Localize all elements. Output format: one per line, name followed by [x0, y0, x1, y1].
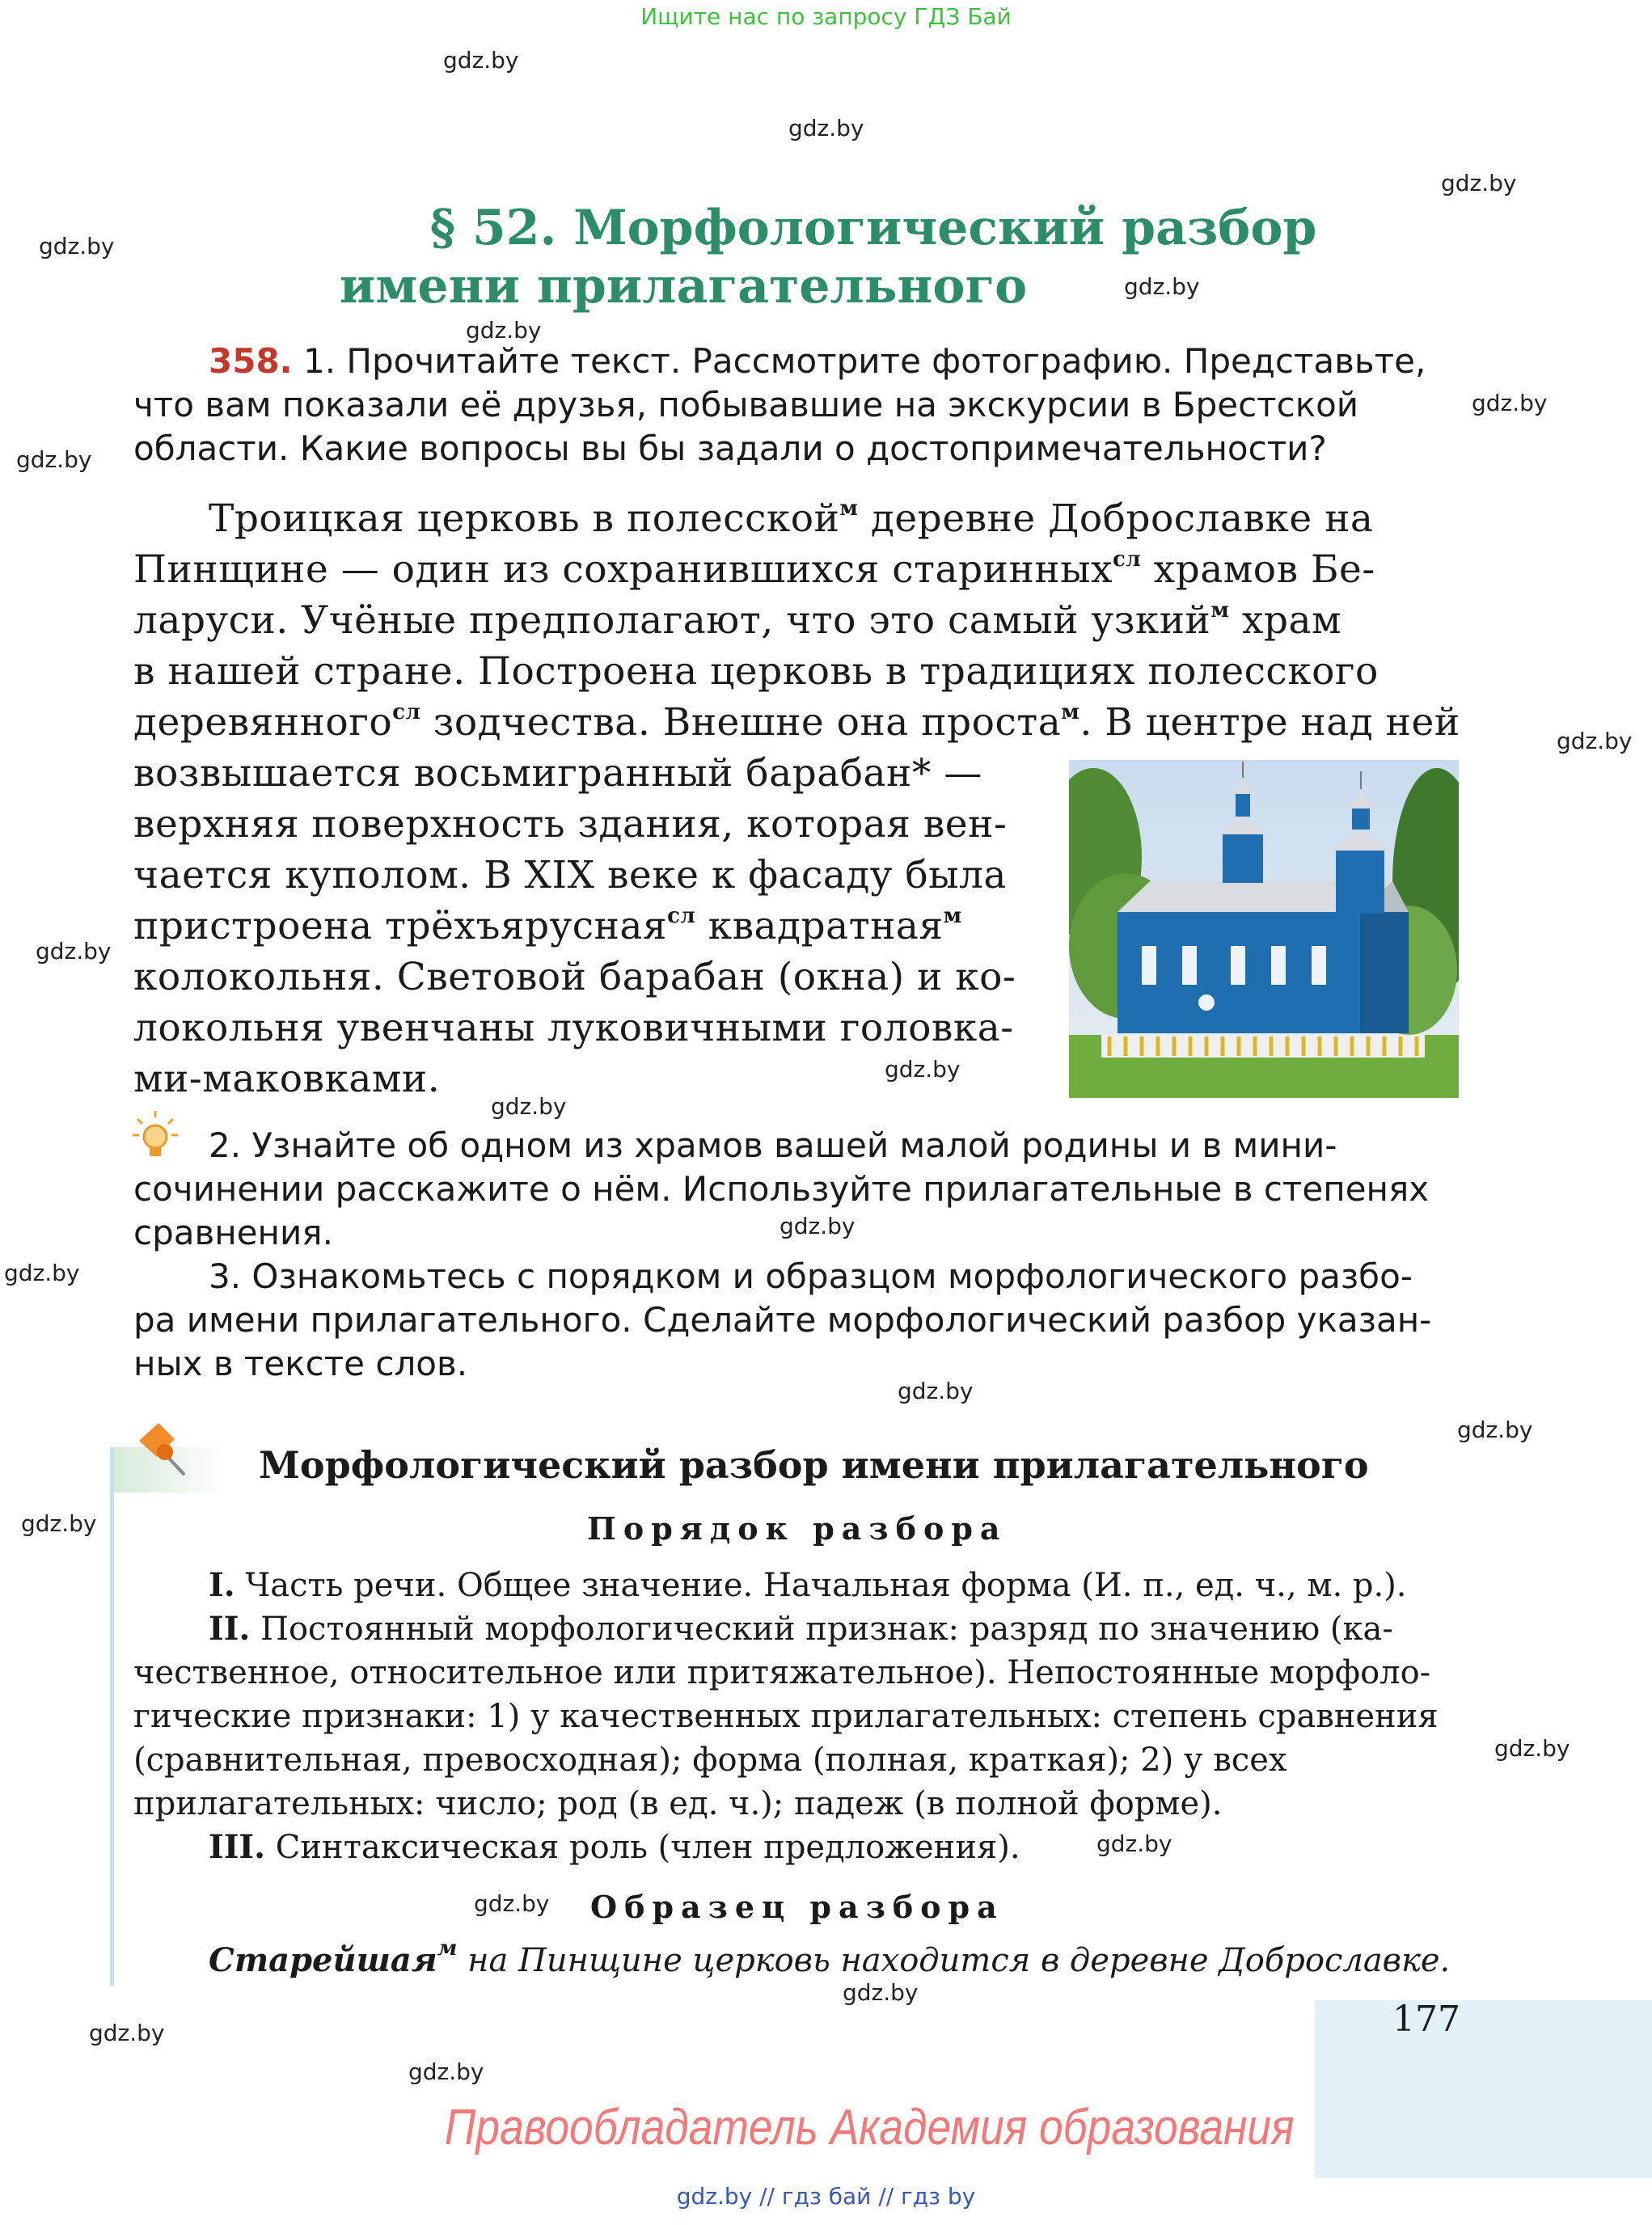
rule-heading: Морфологический разбор имени прилагательного — [259, 1443, 1369, 1487]
rule-side-bar — [110, 1447, 114, 1986]
watermark: gdz.by — [898, 1378, 974, 1404]
task-3-line: ра имени прилагательного. Сделайте морфологический разбор указан- — [133, 1300, 1432, 1340]
watermark: gdz.by — [21, 1510, 97, 1537]
rule-text-line: (сравнительная, превосходная); форма (полная, краткая); 2) у всех — [133, 1742, 1287, 1779]
task-2-line: сочинении расскажите о нём. Используйте прилагательные в степенях — [133, 1169, 1430, 1209]
task-2-line: 2. Узнайте об одном из храмов вашей малой родины и в мини- — [209, 1125, 1337, 1165]
watermark: gdz.by — [39, 233, 115, 260]
watermark: gdz.by — [885, 1056, 961, 1083]
section-title: § 52. Морфологический разбор — [429, 200, 1317, 256]
watermark: gdz.by — [1494, 1735, 1570, 1762]
footer-links[interactable]: gdz.by // гдз бай // гдз by — [676, 2183, 976, 2210]
sample-heading: Образец разбора — [590, 1889, 1004, 1925]
task-2-line: сравнения. — [133, 1213, 333, 1252]
reading-line: ларуси. Учёные предполагают, что это самый узкий$^м$ храм — [133, 598, 1342, 643]
rights-holder: Правообладатель Академия образования — [444, 2100, 1295, 2155]
watermark: gdz.by — [16, 446, 92, 473]
lightbulb-icon — [131, 1109, 180, 1161]
reading-line: верхняя поверхность здания, которая вен- — [133, 802, 1008, 847]
watermark: gdz.by — [474, 1890, 550, 1917]
watermark: gdz.by — [843, 1979, 919, 2006]
exercise-number: 358. — [209, 341, 293, 381]
top-banner[interactable]: Ищите нас по запросу ГДЗ Бай — [640, 3, 1012, 30]
rule-item-i: I. Часть речи. Общее значение. Начальная форма (И. п., ед. ч., м. р.). — [209, 1566, 1407, 1604]
watermark: gdz.by — [1124, 273, 1200, 300]
rule-item-ii: II. Постоянный морфологический признак: разряд по значению (ка- — [209, 1610, 1393, 1648]
reading-line: Троицкая церковь в полесской$^м$ деревне Доброславке на — [209, 496, 1374, 541]
reading-line: Пинщине — один из сохранившихся старинных$^{сл}$ храмов Бе- — [133, 547, 1375, 592]
watermark: gdz.by — [36, 938, 112, 965]
sample-sentence: Старейшая$^м$ на Пинщине церковь находится в деревне Доброславке. — [209, 1936, 1451, 1979]
task-3-line: 3. Ознакомьтесь с порядком и образцом морфологического разбо- — [209, 1256, 1413, 1296]
page-number: 177 — [1392, 1999, 1460, 2040]
reading-line: в нашей стране. Построена церковь в традициях полесского — [133, 649, 1379, 694]
order-heading: Порядок разбора — [587, 1510, 1008, 1547]
reading-line: деревянного$^{сл}$ зодчества. Внешне она проста$^м$. В центре над ней — [133, 700, 1460, 745]
reading-line: ми-маковками. — [133, 1057, 441, 1101]
exercise-task-1: 358. 1. Прочитайте текст. Рассмотрите фотографию. Представьте, — [209, 341, 1426, 381]
watermark: gdz.by — [1472, 390, 1548, 416]
reading-line: колокольня. Световой барабан (окна) и ко- — [133, 955, 1016, 999]
pushpin-icon — [128, 1416, 192, 1481]
rule-text-line: чественное, относительное или притяжательное). Непостоянные морфоло- — [133, 1654, 1431, 1691]
rule-text-line: гические признаки: 1) у качественных прилагательных: степень сравнения — [133, 1698, 1439, 1735]
watermark: gdz.by — [466, 317, 542, 344]
watermark: gdz.by — [1457, 1416, 1533, 1443]
rule-text-line: прилагательных: число; род (в ед. ч.); падеж (в полной форме). — [133, 1785, 1223, 1822]
watermark: gdz.by — [443, 47, 519, 74]
watermark: gdz.by — [780, 1213, 856, 1239]
reading-line: чается куполом. В XIX веке к фасаду была — [133, 853, 1007, 897]
reading-line: возвышается восьмигранный барабан* — — [133, 751, 982, 796]
task-3-line: ных в тексте слов. — [133, 1344, 468, 1383]
watermark: gdz.by — [89, 2020, 165, 2046]
reading-line: пристроена трёхъярусная$^{сл}$ квадратная$^м$ — [133, 904, 962, 948]
section-subtitle: имени прилагательного — [339, 258, 1028, 315]
exercise-text-line: области. Какие вопросы вы бы задали о достопримечательности? — [133, 429, 1327, 468]
church-photo — [1069, 760, 1459, 1098]
reading-line: локольня увенчаны луковичными головка- — [133, 1006, 1014, 1050]
watermark: gdz.by — [491, 1093, 567, 1120]
watermark: gdz.by — [1096, 1830, 1172, 1857]
rule-item-iii: III. Синтаксическая роль (член предложения). — [209, 1828, 1020, 1866]
watermark: gdz.by — [1557, 728, 1633, 754]
watermark: gdz.by — [788, 115, 864, 141]
exercise-text-line: что вам показали её друзья, побывавшие на экскурсии в Брестской — [133, 385, 1359, 424]
watermark: gdz.by — [4, 1260, 80, 1286]
watermark: gdz.by — [408, 2058, 484, 2085]
page-corner-panel — [1315, 2000, 1652, 2178]
watermark: gdz.by — [1441, 170, 1517, 196]
